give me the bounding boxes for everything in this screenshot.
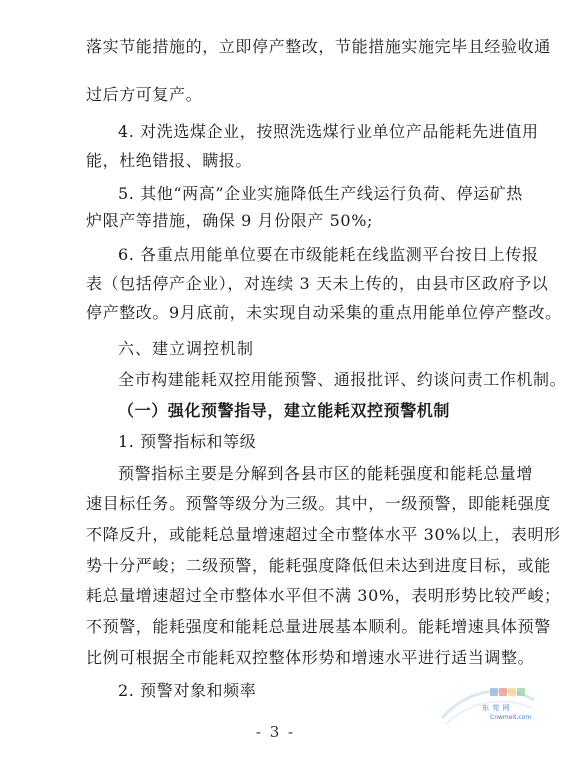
body-line: 耗总量增速超过全市整体水平但不满 30%，表明形势比较严峻； <box>86 586 561 605</box>
subsection-heading: （一）强化预警指导，建立能耗双控预警机制 <box>118 401 451 420</box>
watermark-url: Cnwmeit.com <box>490 714 532 721</box>
item-heading: 1. 预警指标和等级 <box>118 432 257 451</box>
body-line: 炉限产等措施，确保 9 月份限产 50%; <box>86 211 373 230</box>
list-item-4: 4. 对洗选煤企业，按照洗选煤行业单位产品能耗先进值用 <box>118 122 539 141</box>
body-line: 停产整改。9月底前，未实现自动采集的重点用能单位停产整改。 <box>86 303 562 322</box>
body-line: 落实节能措施的，立即停产整改，节能措施实施完毕且经验收通 <box>86 37 551 56</box>
body-line: 比例可根据全市能耗双控整体形势和增速水平进行适当调整。 <box>86 648 535 667</box>
body-line: 速目标任务。预警等级分为三级。其中，一级预警，即能耗强度 <box>86 494 551 513</box>
body-line: 势十分严峻；二级预警，能耗强度降低但未达到进度目标，或能 <box>86 556 551 575</box>
body-line: 过后方可复产。 <box>86 85 203 104</box>
body-line: 不预警，能耗强度和能耗总量进展基本顺利。能耗增速具体预警 <box>86 617 551 636</box>
watermark-text: 东 莞 网 <box>482 704 510 712</box>
section-heading: 六、建立调控机制 <box>118 339 255 358</box>
body-line: 预警指标主要是分解到各县市区的能耗强度和能耗总量增 <box>118 464 534 483</box>
body-line: 表（包括停产企业），对连续 3 天未上传的，由县市区政府予以 <box>86 274 549 293</box>
page-number: - 3 - <box>255 723 296 741</box>
body-line: 能，杜绝错报、瞒报。 <box>86 151 253 170</box>
body-line: 不降反升，或能耗总量增速超过全市整体水平 30%以上，表明形 <box>86 525 561 544</box>
list-item-5: 5. 其他“两高”企业实施降低生产线运行负荷、停运矿热 <box>118 184 523 203</box>
body-line: 全市构建能耗双控用能预警、通报批评、约谈问责工作机制。 <box>118 370 566 389</box>
list-item-6: 6. 各重点用能单位要在市级能耗在线监测平台按日上传报 <box>118 245 539 264</box>
item-heading: 2. 预警对象和频率 <box>118 681 257 700</box>
